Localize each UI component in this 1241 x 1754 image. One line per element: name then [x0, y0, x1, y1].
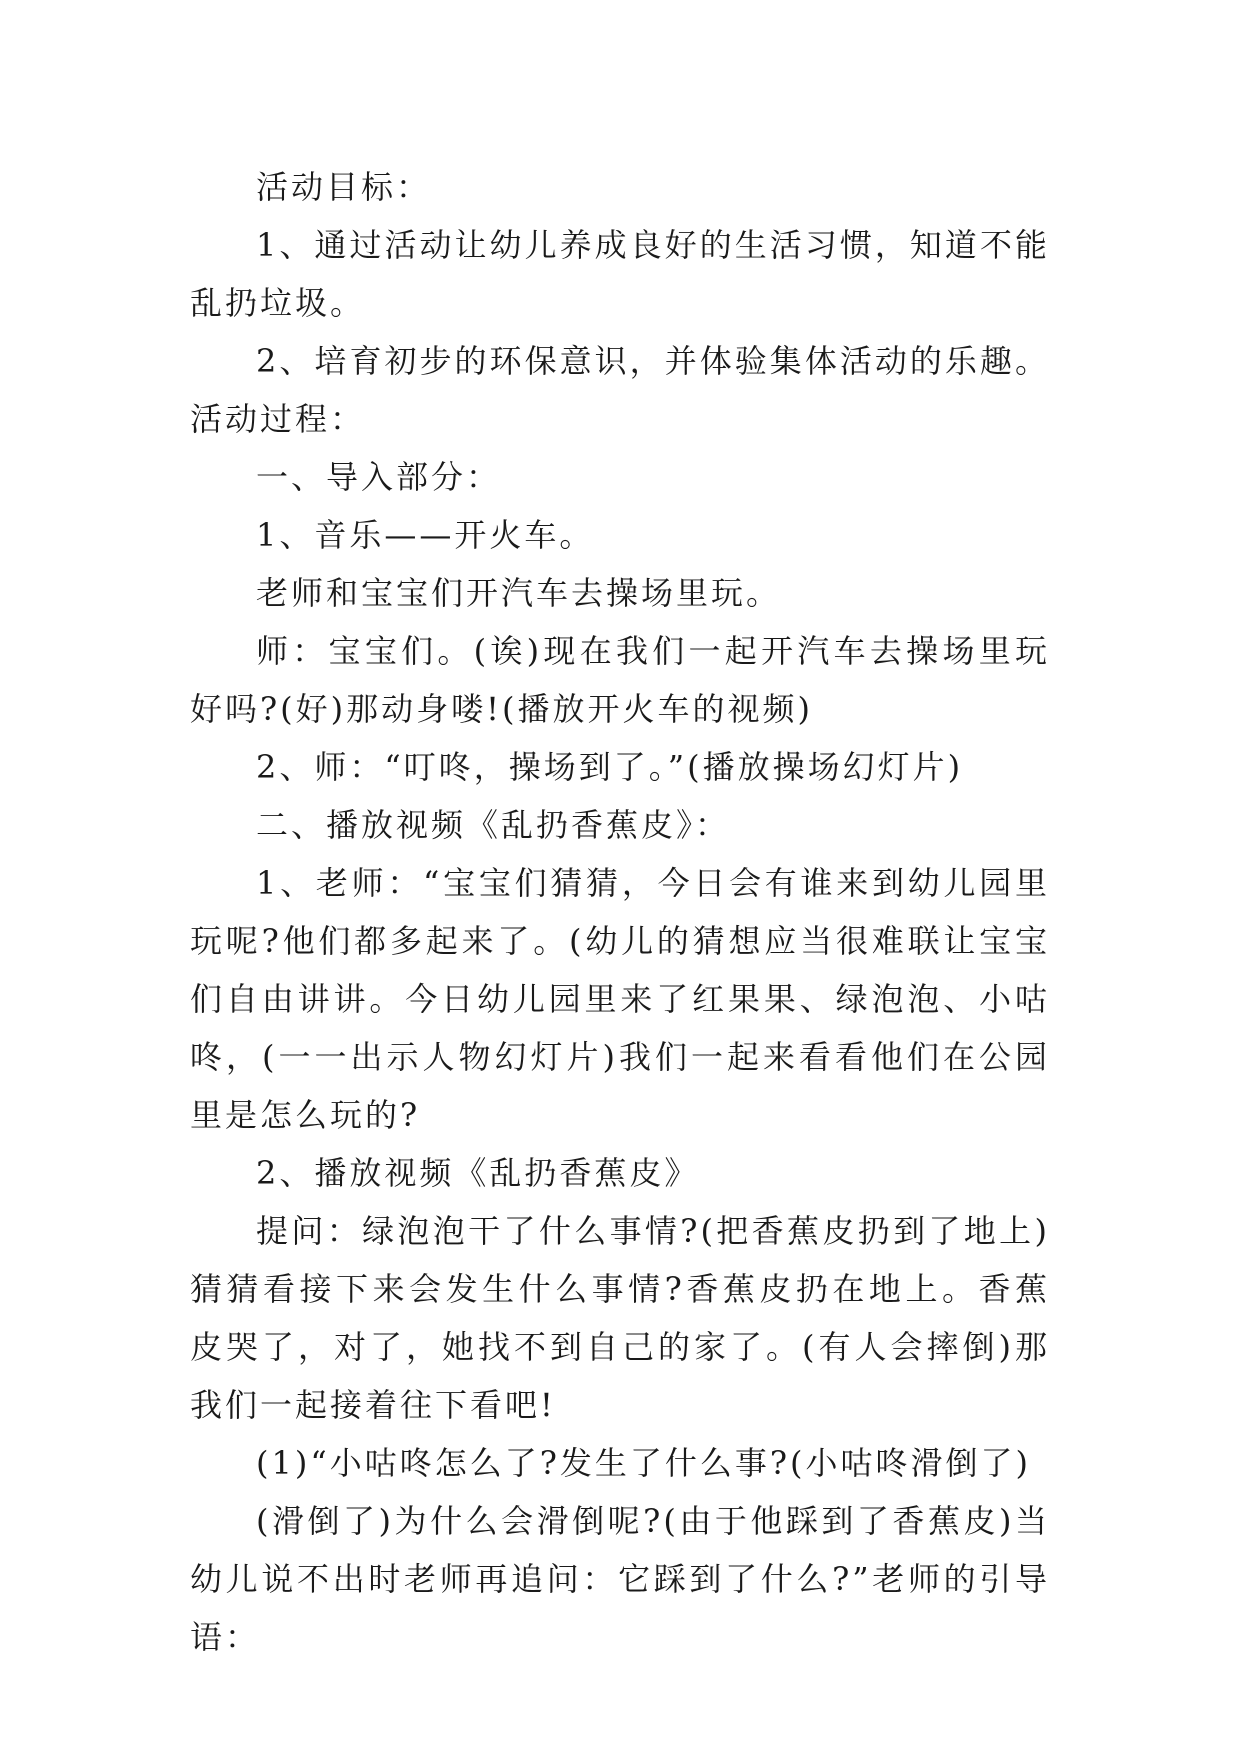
paragraph-teacher-dialogue: 师：宝宝们。(诶)现在我们一起开汽车去操场里玩好吗?(好)那动身喽!(播放开火车的视频)	[190, 632, 1050, 728]
paragraph-play-video: 2、播放视频《乱扔香蕉皮》	[256, 1154, 700, 1192]
document-body	[190, 158, 1050, 1666]
paragraph-section-1-heading: 一、导入部分：	[256, 458, 502, 496]
paragraph-question-1: (1)“小咕咚怎么了?发生了什么事?(小咕咚滑倒了)	[256, 1444, 1031, 1482]
paragraph-questions: 提问：绿泡泡干了什么事情?(把香蕉皮扔到了地上)猜猜看接下来会发生什么事情?香蕉皮扔在地上。香蕉皮哭了，对了，她找不到自己的家了。(有人会摔倒)那我们一起接着往下看吧!	[190, 1212, 1050, 1424]
paragraph-teacher-drive: 老师和宝宝们开汽车去操场里玩。	[256, 574, 782, 612]
paragraph-arrival: 2、师：“叮咚，操场到了。”(播放操场幻灯片)	[256, 748, 964, 786]
paragraph-goal-2: 2、培育初步的环保意识，并体验集体活动的乐趣。活动过程：	[190, 342, 1050, 438]
paragraph-guess: 1、老师：“宝宝们猜猜，今日会有谁来到幼儿园里玩呢?他们都多起来了。(幼儿的猜想应当很难联让宝宝们自由讲讲。今日幼儿园里来了红果果、绿泡泡、小咕咚，(一一出示人物幻灯片)我们一起来看看他们在公园里是怎么玩的?	[190, 864, 1050, 1134]
paragraph-slip: (滑倒了)为什么会滑倒呢?(由于他踩到了香蕉皮)当幼儿说不出时老师再追问：它踩到了什么?”老师的引导语：	[190, 1502, 1050, 1656]
paragraph-section-2-heading: 二、播放视频《乱扔香蕉皮》：	[256, 806, 731, 844]
paragraph-goals-heading: 活动目标：	[256, 168, 432, 206]
paragraph-goal-1: 1、通过活动让幼儿养成良好的生活习惯，知道不能乱扔垃圾。	[190, 226, 1050, 322]
paragraph-music: 1、音乐——开火车。	[256, 516, 595, 554]
